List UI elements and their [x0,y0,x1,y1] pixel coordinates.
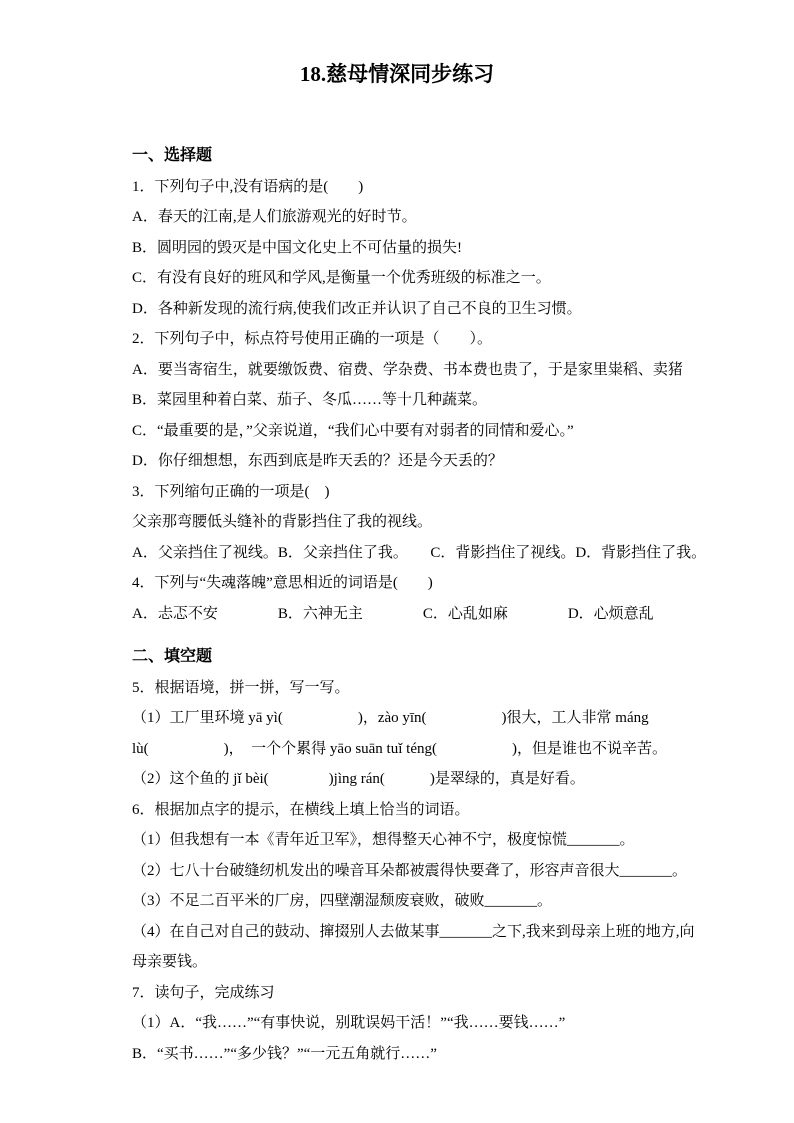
document-line: A．春天的江南,是人们旅游观光的好时节。 [132,209,417,225]
document-line: （4）在自己对自己的鼓动、撺掇别人去做某事_______之下,我来到母亲上班的地方,向 [132,923,695,940]
document-line: D．你仔细想想，东西到底是昨天丢的？还是今天丢的？ [132,453,503,469]
document-line: （2）七八十台破缝纫机发出的噪音耳朵都被震得快要聋了，形容声音很大_______。 [132,862,688,879]
document-line: 1．下列句子中,没有语病的是( ) [132,178,364,195]
document-line: 3．下列缩句正确的一项是( ) [132,483,330,500]
document-line: 母亲要钱。 [132,954,208,970]
document-line: 5．根据语境，拼一拼，写一写。 [132,679,350,696]
section-heading: 一、选择题 [132,147,213,164]
document-line: 父亲那弯腰低头缝补的背影挡住了我的视线。 [132,514,433,530]
document-line: D．各种新发现的流行病,使我们改正并认识了自己不良的卫生习惯。 [132,300,582,317]
document-body [0,141,794,1069]
section [132,141,724,629]
document-line: A．父亲挡住了视线。B．父亲挡住了我。 C．背影挡住了视线。D．背影挡住了我。 [132,544,707,561]
document-line: 7．读句子，完成练习 [132,984,275,1001]
document-line: B．菜园里种着白菜、茄子、冬瓜……等十几种蔬菜。 [132,392,488,408]
document-title: 18.慈母情深同步练习 [299,62,495,86]
document-line: （2）这个鱼的 jǐ bèi( )jìng rán( )是翠绿的，真是好看。 [132,771,585,787]
document-line: C．有没有良好的班风和学风,是衡量一个优秀班级的标准之一。 [132,270,551,286]
section [132,642,724,1069]
document-line: （3）不足二百平米的厂房，四壁潮湿颓废衰败，破败_______。 [132,893,553,909]
document-line: （1）但我想有一本《青年近卫军》，想得整天心神不宁，极度惊慌_______。 [132,832,635,848]
document-line: A．忐忑不安 B．六神无主 C．心乱如麻 D．心烦意乱 [132,605,654,622]
document-line: C．“最重要的是，”父亲说道，“我们心中要有对弱者的同情和爱心。” [132,422,574,439]
document-line: A．要当寄宿生，就要缴饭费、宿费、学杂费、书本费也贵了，于是家里粜稻、卖猪 [132,361,683,378]
section-heading: 二、填空题 [132,648,213,665]
document-line: （1）A．“我……”“有事快说，别耽误妈干活！”“我……要钱……” [132,1015,566,1031]
document-line: （1）工厂里环境 yā yì( )，zào yīn( )很大，工人非常 máng [132,710,649,726]
document-line: 6．根据加点字的提示，在横线上填上恰当的词语。 [132,801,470,818]
document-line: lù( )， 一个个累得 yāo suān tuǐ téng( )，但是谁也不说辛苦。 [132,740,667,757]
document-line: B．圆明园的毁灭是中国文化史上不可估量的损失! [132,239,463,256]
document-line: 2．下列句子中，标点符号使用正确的一项是（ ）。 [132,331,493,347]
document-line: B．“买书……”“多少钱？”“一元五角就行……” [132,1045,437,1062]
document-line: 4．下列与“失魂落魄”意思相近的词语是( ) [132,575,433,591]
